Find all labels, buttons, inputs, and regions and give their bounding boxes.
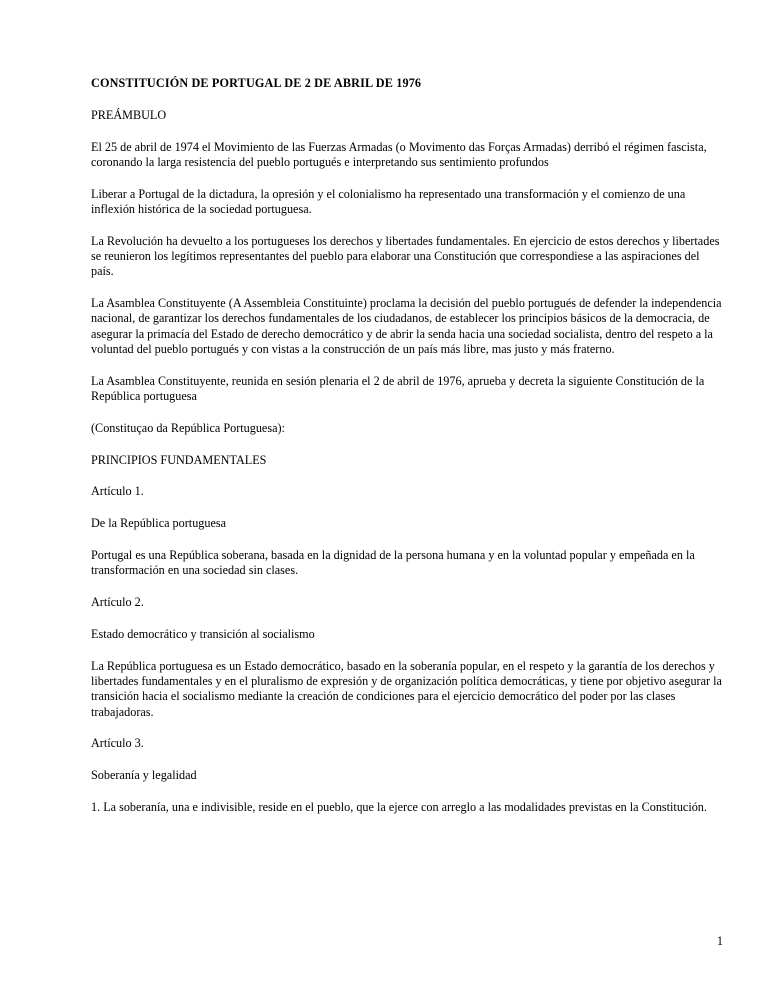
preamble-heading: PREÁMBULO bbox=[91, 107, 167, 122]
article-2-number: Artículo 2. bbox=[91, 595, 144, 610]
preamble-paragraph-4: La Asamblea Constituyente (A Assembleia Constituinte) proclama la decisión del pueblo portugués de defender la independencia nacional, de garantizar los derechos fundamentales de los ciudadanos, de establecer los principios básicos de la democracia, de asegurar la primacía del Estado de derecho democrático y de abrir la senda hacia una sociedad socialista, dentro del respeto a la voluntad del pueblo portugués y con vistas a la construcción de un país más libre, mas justo y más fraterno. bbox=[91, 296, 722, 356]
page-number: 1 bbox=[716, 934, 723, 948]
article-2-title: Estado democrático y transición al socialismo bbox=[91, 626, 315, 641]
article-1-number: Artículo 1. bbox=[91, 484, 144, 499]
article-3-title: Soberanía y legalidad bbox=[91, 768, 197, 783]
section-heading-fundamental-principles: PRINCIPIOS FUNDAMENTALES bbox=[91, 452, 267, 467]
preamble-paragraph-6: (Constituçao da República Portuguesa): bbox=[91, 420, 285, 435]
article-3-body: 1. La soberanía, una e indivisible, reside en el pueblo, que la ejerce con arreglo a las modalidades previstas en la Constitución. bbox=[91, 800, 707, 815]
preamble-paragraph-1: El 25 de abril de 1974 el Movimiento de las Fuerzas Armadas (o Movimento das Forças Armadas) derribó el régimen fascista, coronando la larga resistencia del pueblo portugués e interpretando sus sentimiento profundos bbox=[91, 139, 707, 169]
page-title: CONSTITUCIÓN DE PORTUGAL DE 2 DE ABRIL DE 1976 bbox=[91, 76, 422, 90]
article-1-title: De la República portuguesa bbox=[91, 516, 227, 531]
preamble-paragraph-2: Liberar a Portugal de la dictadura, la opresión y el colonialismo ha representado una transformación y el comienzo de una inflexión histórica de la sociedad portuguesa. bbox=[91, 186, 686, 216]
document-body bbox=[91, 76, 723, 832]
article-1-body: Portugal es una República soberana, basada en la dignidad de la persona humana y en la voluntad popular y empeñada en la transformación en una sociedad sin clases. bbox=[91, 548, 695, 578]
article-2-body: La República portuguesa es un Estado democrático, basado en la soberanía popular, en el respeto y la garantía de los derechos y libertades fundamentales y en el pluralismo de expresión y de organización política democráticas, y tiene por objetivo asegurar la transición hacia el socialismo mediante la creación de condiciones para el ejercicio democrático del poder por las clases trabajadoras. bbox=[91, 658, 722, 719]
preamble-paragraph-5: La Asamblea Constituyente, reunida en sesión plenaria el 2 de abril de 1976, aprueba y decreta la siguiente Constitución de la República portuguesa bbox=[91, 373, 705, 404]
preamble-paragraph-3: La Revolución ha devuelto a los portugueses los derechos y libertades fundamentales. En ejercicio de estos derechos y libertades se reunieron los legítimos representantes del pueblo para elaborar una Constitución que correspondiese a las aspiraciones del país. bbox=[91, 233, 720, 279]
article-3-number: Artículo 3. bbox=[91, 736, 144, 751]
